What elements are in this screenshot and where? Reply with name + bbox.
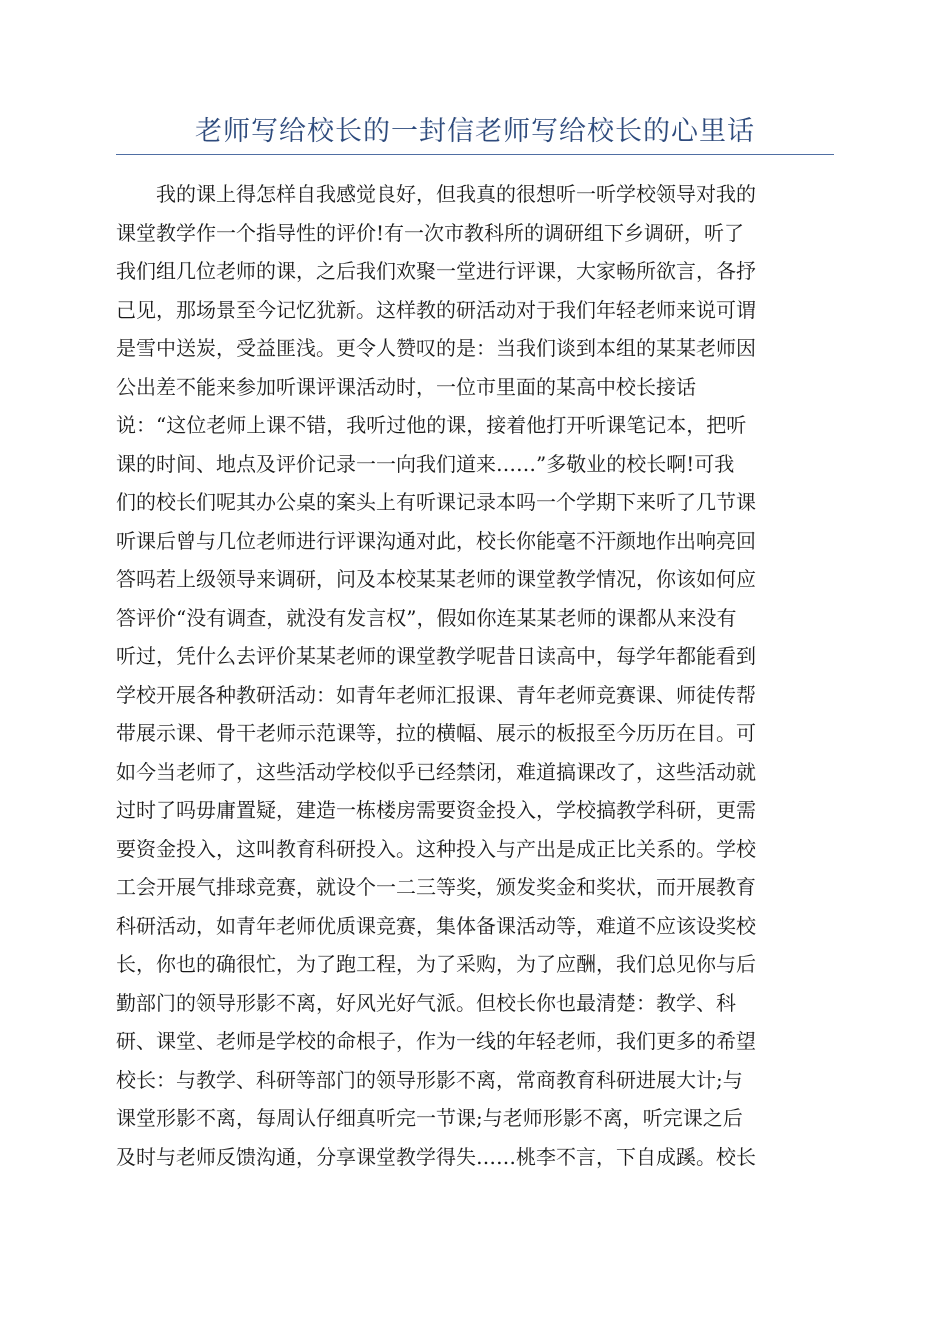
text-line: 是雪中送炭，受益匪浅。更令人赞叹的是：当我们谈到本组的某某老师因 [116, 336, 756, 360]
text-line: 学校开展各种教研活动：如青年老师汇报课、青年老师竞赛课、师徒传帮 [116, 682, 756, 707]
text-line: 己见，那场景至今记忆犹新。这样教的研活动对于我们年轻老师来说可谓 [116, 297, 756, 322]
text-line: 研、课堂、老师是学校的命根子，作为一线的年轻老师，我们更多的希望 [116, 1029, 756, 1053]
text-line: 课堂形影不离，每周认仔细真听完一节课;与老师形影不离，听完课之后 [116, 1106, 743, 1130]
title-underline [116, 154, 834, 155]
text-line: 科研活动，如青年老师优质课竞赛，集体备课活动等，难道不应该设奖校 [116, 913, 756, 938]
text-line: 工会开展气排球竞赛，就设个一二三等奖，颁发奖金和奖状，而开展教育 [116, 875, 756, 899]
text-line: 听课后曾与几位老师进行评课沟通对此，校长你能毫不汗颜地作出响亮回 [116, 528, 756, 553]
text-line: 长，你也的确很忙，为了跑工程，为了采购，为了应酬，我们总见你与后 [116, 952, 756, 976]
text-line: 带展示课、骨干老师示范课等，拉的横幅、展示的板报至今历历在目。可 [116, 721, 756, 745]
page-title: 老师写给校长的一封信老师写给校长的心里话 [195, 116, 755, 147]
text-line: 课堂教学作一个指导性的评价!有一次市教科所的调研组下乡调研，听了 [116, 220, 745, 245]
text-line: 我们组几位老师的课，之后我们欢聚一堂进行评课，大家畅所欲言，各抒 [116, 259, 756, 283]
text-line: 公出差不能来参加听课评课活动时，一位市里面的某高中校长接话 [116, 374, 696, 399]
text-line: 我的课上得怎样自我感觉良好，但我真的很想听一听学校领导对我的 [116, 182, 756, 206]
text-line: 答吗若上级领导来调研，问及本校某某老师的课堂教学情况，你该如何应 [116, 567, 756, 591]
text-line: 要资金投入，这叫教育科研投入。这种投入与产出是成正比关系的。学校 [116, 836, 756, 861]
text-line: 过时了吗毋庸置疑，建造一栋楼房需要资金投入，学校搞教学科研，更需 [116, 798, 756, 822]
text-line: 校长：与教学、科研等部门的领导形影不离，常商教育科研进展大计;与 [116, 1067, 743, 1092]
text-line: 勤部门的领导形影不离，好风光好气派。但校长你也最清楚：教学、科 [116, 990, 736, 1015]
text-line: 说：“这位老师上课不错，我听过他的课，接着他打开听课笔记本，把听 [116, 413, 747, 437]
text-line: 答评价“没有调查，就没有发言权”，假如你连某某老师的课都从来没有 [116, 605, 737, 630]
text-line: 及时与老师反馈沟通，分享课堂教学得失……桃李不言，下自成蹊。校长 [116, 1144, 756, 1169]
text-line: 听过，凭什么去评价某某老师的课堂教学呢昔日读高中，每学年都能看到 [116, 644, 756, 668]
body-text [116, 175, 834, 1176]
text-line: 如今当老师了，这些活动学校似乎已经禁闭，难道搞课改了，这些活动就 [116, 759, 756, 784]
text-line: 们的校长们呢其办公桌的案头上有听课记录本吗一个学期下来听了几节课 [116, 490, 756, 514]
text-line: 课的时间、地点及评价记录一一向我们道来……”多敬业的校长啊!可我 [116, 451, 735, 476]
